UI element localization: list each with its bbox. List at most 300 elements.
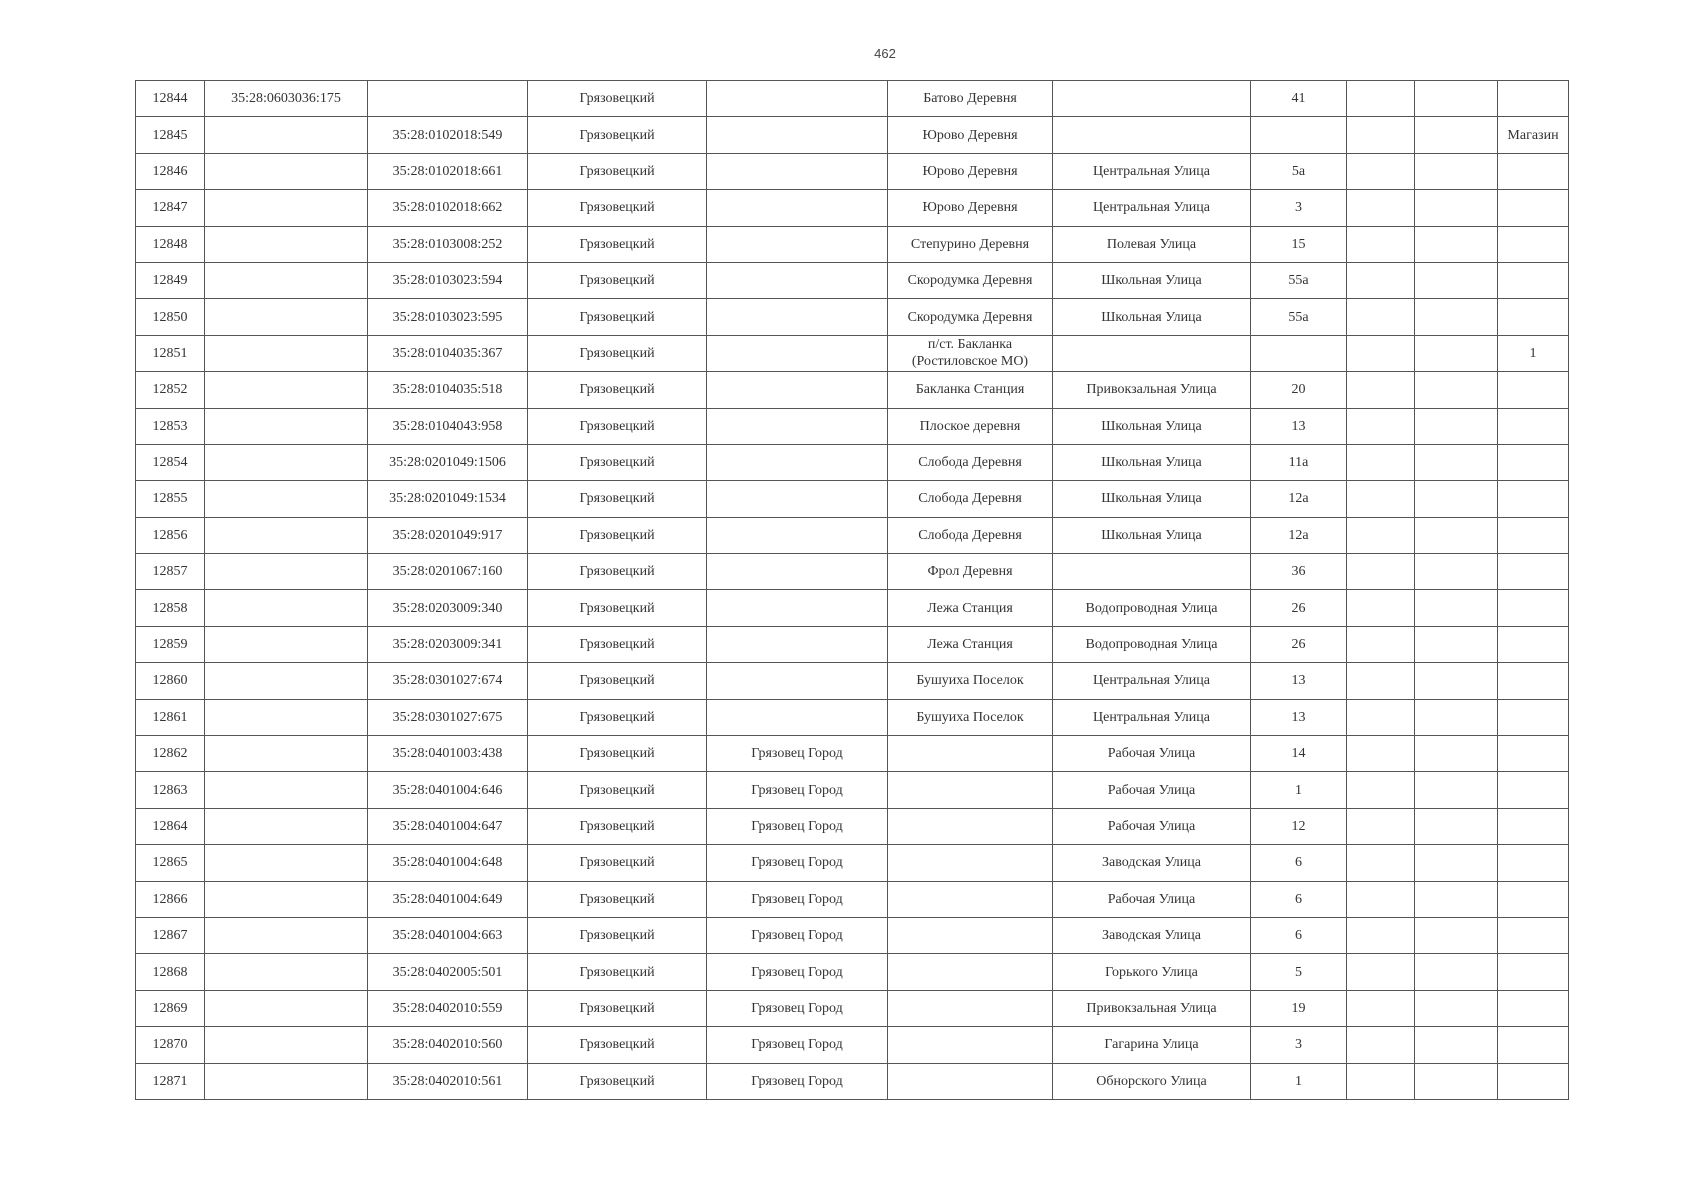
row-number-cell: 12870: [136, 1027, 205, 1063]
house-number-cell: 14: [1251, 736, 1347, 772]
row-number-cell: 12857: [136, 554, 205, 590]
empty-cell: [1347, 335, 1415, 371]
cadastral-number-cell: [205, 954, 368, 990]
empty-cell: [1347, 626, 1415, 662]
empty-cell: [1347, 1063, 1415, 1099]
empty-cell: [1347, 881, 1415, 917]
district-cell: Грязовецкий: [528, 1027, 707, 1063]
empty-cell: [1415, 481, 1498, 517]
table-body: [136, 81, 1569, 1100]
house-number-cell: 36: [1251, 554, 1347, 590]
settlement-cell: Лежа Станция: [888, 626, 1053, 662]
empty-cell: [1415, 736, 1498, 772]
cadastral-number-cell: [205, 917, 368, 953]
settlement-cell: Батово Деревня: [888, 81, 1053, 117]
district-cell: Грязовецкий: [528, 226, 707, 262]
empty-cell: [1415, 153, 1498, 189]
row-number-cell: 12846: [136, 153, 205, 189]
street-cell: Центральная Улица: [1053, 699, 1251, 735]
settlement-cell: Слобода Деревня: [888, 517, 1053, 553]
empty-cell: [1347, 554, 1415, 590]
empty-cell: [1415, 1063, 1498, 1099]
street-cell: Центральная Улица: [1053, 190, 1251, 226]
row-number-cell: 12852: [136, 372, 205, 408]
note-cell: [1498, 372, 1569, 408]
empty-cell: [1415, 663, 1498, 699]
street-cell: Школьная Улица: [1053, 444, 1251, 480]
empty-cell: [1415, 262, 1498, 298]
row-number-cell: 12863: [136, 772, 205, 808]
empty-cell: [1347, 663, 1415, 699]
empty-cell: [1347, 736, 1415, 772]
cadastral-number-cell: [205, 663, 368, 699]
table-row: [136, 772, 1569, 808]
district-cell: Грязовецкий: [528, 444, 707, 480]
note-cell: [1498, 554, 1569, 590]
street-cell: Школьная Улица: [1053, 299, 1251, 335]
cadastral-number-cell: [205, 1027, 368, 1063]
house-number-cell: [1251, 335, 1347, 371]
table-row: [136, 190, 1569, 226]
city-cell: [707, 262, 888, 298]
table-row: [136, 153, 1569, 189]
cadastral-number-cell: 35:28:0201049:1534: [368, 481, 528, 517]
street-cell: Школьная Улица: [1053, 481, 1251, 517]
street-cell: [1053, 117, 1251, 153]
table-row: [136, 444, 1569, 480]
street-cell: Рабочая Улица: [1053, 736, 1251, 772]
street-cell: Гагарина Улица: [1053, 1027, 1251, 1063]
street-cell: Школьная Улица: [1053, 262, 1251, 298]
note-cell: [1498, 81, 1569, 117]
cadastral-number-cell: [368, 81, 528, 117]
empty-cell: [1415, 299, 1498, 335]
row-number-cell: 12865: [136, 845, 205, 881]
cadastral-number-cell: 35:28:0104035:367: [368, 335, 528, 371]
cadastral-number-cell: [205, 190, 368, 226]
empty-cell: [1347, 117, 1415, 153]
cadastral-number-cell: [205, 881, 368, 917]
table-row: [136, 226, 1569, 262]
row-number-cell: 12867: [136, 917, 205, 953]
empty-cell: [1347, 226, 1415, 262]
city-cell: [707, 590, 888, 626]
cadastral-number-cell: 35:28:0401004:649: [368, 881, 528, 917]
empty-cell: [1347, 954, 1415, 990]
city-cell: Грязовец Город: [707, 808, 888, 844]
cadastral-number-cell: [205, 845, 368, 881]
row-number-cell: 12854: [136, 444, 205, 480]
house-number-cell: 1: [1251, 1063, 1347, 1099]
row-number-cell: 12847: [136, 190, 205, 226]
note-cell: [1498, 262, 1569, 298]
table-row: [136, 1027, 1569, 1063]
city-cell: [707, 190, 888, 226]
house-number-cell: 6: [1251, 845, 1347, 881]
house-number-cell: [1251, 117, 1347, 153]
empty-cell: [1415, 845, 1498, 881]
street-cell: Центральная Улица: [1053, 153, 1251, 189]
city-cell: [707, 554, 888, 590]
table-row: [136, 590, 1569, 626]
street-cell: [1053, 81, 1251, 117]
empty-cell: [1347, 917, 1415, 953]
row-number-cell: 12871: [136, 1063, 205, 1099]
cadastral-number-cell: 35:28:0402005:501: [368, 954, 528, 990]
empty-cell: [1347, 372, 1415, 408]
row-number-cell: 12850: [136, 299, 205, 335]
settlement-cell: [888, 881, 1053, 917]
settlement-cell: Бушуиха Поселок: [888, 663, 1053, 699]
table-row: [136, 626, 1569, 662]
row-number-cell: 12864: [136, 808, 205, 844]
empty-cell: [1347, 772, 1415, 808]
city-cell: [707, 117, 888, 153]
note-cell: Магазин: [1498, 117, 1569, 153]
cadastral-number-cell: 35:28:0103023:594: [368, 262, 528, 298]
street-cell: Водопроводная Улица: [1053, 590, 1251, 626]
note-cell: [1498, 663, 1569, 699]
city-cell: [707, 663, 888, 699]
house-number-cell: 15: [1251, 226, 1347, 262]
property-register-table: [135, 80, 1569, 1100]
street-cell: Привокзальная Улица: [1053, 372, 1251, 408]
street-cell: Рабочая Улица: [1053, 772, 1251, 808]
cadastral-number-cell: [205, 990, 368, 1026]
empty-cell: [1415, 554, 1498, 590]
note-cell: [1498, 772, 1569, 808]
house-number-cell: 3: [1251, 190, 1347, 226]
city-cell: [707, 153, 888, 189]
street-cell: Горького Улица: [1053, 954, 1251, 990]
cadastral-number-cell: 35:28:0201067:160: [368, 554, 528, 590]
district-cell: Грязовецкий: [528, 554, 707, 590]
house-number-cell: 55а: [1251, 262, 1347, 298]
city-cell: Грязовец Город: [707, 736, 888, 772]
district-cell: Грязовецкий: [528, 626, 707, 662]
settlement-cell: Слобода Деревня: [888, 481, 1053, 517]
city-cell: [707, 517, 888, 553]
city-cell: Грязовец Город: [707, 845, 888, 881]
note-cell: [1498, 881, 1569, 917]
district-cell: Грязовецкий: [528, 262, 707, 298]
empty-cell: [1347, 517, 1415, 553]
city-cell: [707, 372, 888, 408]
settlement-cell: Фрол Деревня: [888, 554, 1053, 590]
note-cell: [1498, 153, 1569, 189]
house-number-cell: 13: [1251, 663, 1347, 699]
table-row: [136, 554, 1569, 590]
empty-cell: [1347, 444, 1415, 480]
settlement-cell: Бакланка Станция: [888, 372, 1053, 408]
settlement-cell: [888, 845, 1053, 881]
cadastral-number-cell: 35:28:0201049:917: [368, 517, 528, 553]
row-number-cell: 12851: [136, 335, 205, 371]
city-cell: [707, 299, 888, 335]
house-number-cell: 5а: [1251, 153, 1347, 189]
empty-cell: [1347, 408, 1415, 444]
district-cell: Грязовецкий: [528, 299, 707, 335]
house-number-cell: 5: [1251, 954, 1347, 990]
cadastral-number-cell: 35:28:0104043:958: [368, 408, 528, 444]
district-cell: Грязовецкий: [528, 335, 707, 371]
settlement-cell: [888, 954, 1053, 990]
cadastral-number-cell: 35:28:0301027:675: [368, 699, 528, 735]
note-cell: 1: [1498, 335, 1569, 371]
settlement-cell: Скородумка Деревня: [888, 299, 1053, 335]
city-cell: [707, 335, 888, 371]
street-cell: Заводская Улица: [1053, 917, 1251, 953]
cadastral-number-cell: [205, 335, 368, 371]
district-cell: Грязовецкий: [528, 153, 707, 189]
table-row: [136, 372, 1569, 408]
cadastral-number-cell: [205, 444, 368, 480]
district-cell: Грязовецкий: [528, 917, 707, 953]
district-cell: Грязовецкий: [528, 81, 707, 117]
city-cell: Грязовец Город: [707, 954, 888, 990]
settlement-cell: п/ст. Бакланка (Ростиловское МО): [888, 335, 1053, 371]
empty-cell: [1415, 372, 1498, 408]
row-number-cell: 12868: [136, 954, 205, 990]
cadastral-number-cell: 35:28:0203009:340: [368, 590, 528, 626]
cadastral-number-cell: [205, 736, 368, 772]
empty-cell: [1347, 845, 1415, 881]
street-cell: Рабочая Улица: [1053, 881, 1251, 917]
house-number-cell: 3: [1251, 1027, 1347, 1063]
city-cell: Грязовец Город: [707, 990, 888, 1026]
table-row: [136, 335, 1569, 371]
table-row: [136, 990, 1569, 1026]
district-cell: Грязовецкий: [528, 954, 707, 990]
city-cell: [707, 626, 888, 662]
table-row: [136, 699, 1569, 735]
row-number-cell: 12855: [136, 481, 205, 517]
district-cell: Грязовецкий: [528, 772, 707, 808]
note-cell: [1498, 954, 1569, 990]
city-cell: [707, 444, 888, 480]
row-number-cell: 12856: [136, 517, 205, 553]
note-cell: [1498, 626, 1569, 662]
table-row: [136, 517, 1569, 553]
note-cell: [1498, 517, 1569, 553]
row-number-cell: 12853: [136, 408, 205, 444]
cadastral-number-cell: [205, 226, 368, 262]
settlement-cell: Юрово Деревня: [888, 153, 1053, 189]
cadastral-number-cell: [205, 481, 368, 517]
city-cell: [707, 408, 888, 444]
district-cell: Грязовецкий: [528, 481, 707, 517]
district-cell: Грязовецкий: [528, 372, 707, 408]
house-number-cell: 26: [1251, 626, 1347, 662]
city-cell: [707, 81, 888, 117]
house-number-cell: 12: [1251, 808, 1347, 844]
empty-cell: [1415, 190, 1498, 226]
empty-cell: [1347, 190, 1415, 226]
cadastral-number-cell: [205, 372, 368, 408]
cadastral-number-cell: 35:28:0402010:561: [368, 1063, 528, 1099]
table-row: [136, 808, 1569, 844]
empty-cell: [1415, 881, 1498, 917]
street-cell: Обнорского Улица: [1053, 1063, 1251, 1099]
empty-cell: [1415, 954, 1498, 990]
settlement-cell: [888, 917, 1053, 953]
cadastral-number-cell: 35:28:0402010:560: [368, 1027, 528, 1063]
cadastral-number-cell: [205, 299, 368, 335]
house-number-cell: 12а: [1251, 517, 1347, 553]
street-cell: [1053, 335, 1251, 371]
table-row: [136, 299, 1569, 335]
street-cell: Заводская Улица: [1053, 845, 1251, 881]
empty-cell: [1415, 808, 1498, 844]
city-cell: [707, 699, 888, 735]
city-cell: Грязовец Город: [707, 881, 888, 917]
empty-cell: [1347, 81, 1415, 117]
district-cell: Грязовецкий: [528, 117, 707, 153]
settlement-cell: Лежа Станция: [888, 590, 1053, 626]
empty-cell: [1415, 626, 1498, 662]
empty-cell: [1415, 517, 1498, 553]
district-cell: Грязовецкий: [528, 699, 707, 735]
cadastral-number-cell: 35:28:0401004:648: [368, 845, 528, 881]
district-cell: Грязовецкий: [528, 845, 707, 881]
empty-cell: [1415, 772, 1498, 808]
city-cell: Грязовец Город: [707, 917, 888, 953]
empty-cell: [1415, 226, 1498, 262]
empty-cell: [1347, 153, 1415, 189]
cadastral-number-cell: 35:28:0401004:647: [368, 808, 528, 844]
cadastral-number-cell: 35:28:0401003:438: [368, 736, 528, 772]
table-row: [136, 954, 1569, 990]
house-number-cell: 13: [1251, 408, 1347, 444]
district-cell: Грязовецкий: [528, 736, 707, 772]
cadastral-number-cell: 35:28:0401004:646: [368, 772, 528, 808]
note-cell: [1498, 699, 1569, 735]
empty-cell: [1415, 335, 1498, 371]
empty-cell: [1415, 117, 1498, 153]
city-cell: Грязовец Город: [707, 1063, 888, 1099]
empty-cell: [1347, 1027, 1415, 1063]
street-cell: Привокзальная Улица: [1053, 990, 1251, 1026]
row-number-cell: 12848: [136, 226, 205, 262]
settlement-cell: [888, 736, 1053, 772]
house-number-cell: 26: [1251, 590, 1347, 626]
settlement-cell: [888, 808, 1053, 844]
settlement-cell: [888, 772, 1053, 808]
cadastral-number-cell: 35:28:0201049:1506: [368, 444, 528, 480]
row-number-cell: 12866: [136, 881, 205, 917]
house-number-cell: 1: [1251, 772, 1347, 808]
cadastral-number-cell: [205, 626, 368, 662]
house-number-cell: 19: [1251, 990, 1347, 1026]
note-cell: [1498, 590, 1569, 626]
district-cell: Грязовецкий: [528, 1063, 707, 1099]
row-number-cell: 12849: [136, 262, 205, 298]
note-cell: [1498, 226, 1569, 262]
empty-cell: [1347, 990, 1415, 1026]
note-cell: [1498, 917, 1569, 953]
empty-cell: [1415, 917, 1498, 953]
settlement-cell: Скородумка Деревня: [888, 262, 1053, 298]
note-cell: [1498, 845, 1569, 881]
street-cell: Центральная Улица: [1053, 663, 1251, 699]
street-cell: Школьная Улица: [1053, 517, 1251, 553]
house-number-cell: 6: [1251, 917, 1347, 953]
house-number-cell: 55а: [1251, 299, 1347, 335]
cadastral-number-cell: 35:28:0104035:518: [368, 372, 528, 408]
city-cell: [707, 481, 888, 517]
empty-cell: [1415, 590, 1498, 626]
cadastral-number-cell: [205, 772, 368, 808]
district-cell: Грязовецкий: [528, 990, 707, 1026]
note-cell: [1498, 190, 1569, 226]
row-number-cell: 12844: [136, 81, 205, 117]
row-number-cell: 12862: [136, 736, 205, 772]
city-cell: Грязовец Город: [707, 1027, 888, 1063]
empty-cell: [1415, 699, 1498, 735]
cadastral-number-cell: [205, 554, 368, 590]
row-number-cell: 12861: [136, 699, 205, 735]
settlement-cell: Юрово Деревня: [888, 190, 1053, 226]
settlement-cell: Юрово Деревня: [888, 117, 1053, 153]
settlement-cell: [888, 1063, 1053, 1099]
row-number-cell: 12858: [136, 590, 205, 626]
empty-cell: [1415, 990, 1498, 1026]
note-cell: [1498, 299, 1569, 335]
table-row: [136, 845, 1569, 881]
street-cell: [1053, 554, 1251, 590]
district-cell: Грязовецкий: [528, 808, 707, 844]
cadastral-number-cell: 35:28:0301027:674: [368, 663, 528, 699]
settlement-cell: Плоское деревня: [888, 408, 1053, 444]
table-row: [136, 81, 1569, 117]
table-row: [136, 481, 1569, 517]
house-number-cell: 12а: [1251, 481, 1347, 517]
district-cell: Грязовецкий: [528, 663, 707, 699]
note-cell: [1498, 736, 1569, 772]
note-cell: [1498, 1027, 1569, 1063]
cadastral-number-cell: [205, 1063, 368, 1099]
cadastral-number-cell: 35:28:0103008:252: [368, 226, 528, 262]
empty-cell: [1415, 408, 1498, 444]
cadastral-number-cell: 35:28:0203009:341: [368, 626, 528, 662]
city-cell: Грязовец Город: [707, 772, 888, 808]
page-number: 462: [874, 46, 896, 61]
house-number-cell: 20: [1251, 372, 1347, 408]
house-number-cell: 13: [1251, 699, 1347, 735]
empty-cell: [1415, 81, 1498, 117]
empty-cell: [1347, 699, 1415, 735]
house-number-cell: 41: [1251, 81, 1347, 117]
cadastral-number-cell: 35:28:0102018:549: [368, 117, 528, 153]
cadastral-number-cell: [205, 117, 368, 153]
note-cell: [1498, 481, 1569, 517]
table-row: [136, 881, 1569, 917]
table-row: [136, 408, 1569, 444]
empty-cell: [1347, 590, 1415, 626]
row-number-cell: 12869: [136, 990, 205, 1026]
row-number-cell: 12845: [136, 117, 205, 153]
cadastral-number-cell: 35:28:0603036:175: [205, 81, 368, 117]
table-row: [136, 262, 1569, 298]
cadastral-number-cell: [205, 153, 368, 189]
street-cell: Полевая Улица: [1053, 226, 1251, 262]
table-row: [136, 736, 1569, 772]
table-row: [136, 1063, 1569, 1099]
district-cell: Грязовецкий: [528, 881, 707, 917]
settlement-cell: [888, 1027, 1053, 1063]
row-number-cell: 12860: [136, 663, 205, 699]
street-cell: Школьная Улица: [1053, 408, 1251, 444]
